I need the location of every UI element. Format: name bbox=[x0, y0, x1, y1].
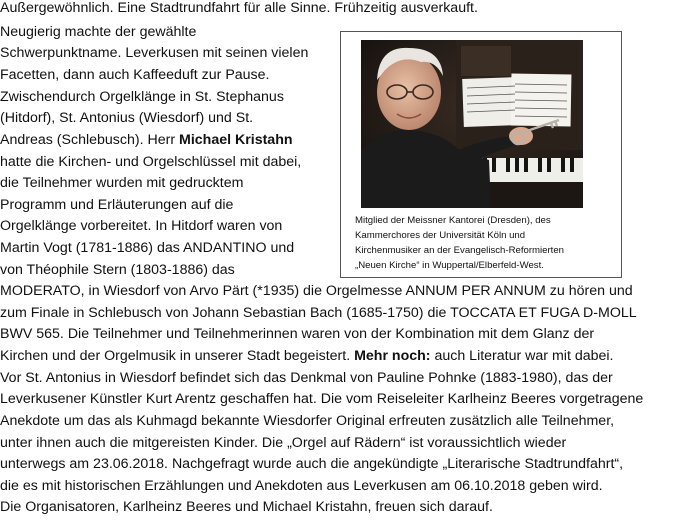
article-line: Neugierig machte der gewählte bbox=[0, 24, 197, 40]
caption-line: „Neuen Kirche“ in Wuppertal/Elberfeld-West. bbox=[355, 260, 544, 271]
article-line: BWV 565. Die Teilnehmer und Teilnehmerinnen waren von der Kombination mit dem Glanz der bbox=[0, 326, 595, 342]
article-line: Leverkusener Künstler Kurt Arentz geschaffen hat. Die vom Reiseleiter Karlheinz Beeres vorgetragene bbox=[0, 391, 644, 407]
article-line: Die Organisatoren, Karlheinz Beeres und Michael Kristahn, freuen sich darauf. bbox=[0, 499, 493, 515]
article-line: Außergewöhnlich. Eine Stadtrundfahrt für alle Sinne. Frühzeitig ausverkauft. bbox=[0, 0, 478, 16]
article-line: Anekdote um das als Kuhmagd bekannte Wiesdorfer Original erfreuten zusätzlich alle Teilnehmer, bbox=[0, 413, 615, 429]
organist-photo bbox=[361, 40, 583, 208]
photo-figure bbox=[340, 31, 622, 278]
article-line: Orgelklänge vorbereitet. In Hitdorf waren von bbox=[0, 218, 283, 234]
article-line: MODERATO, in Wiesdorf von Arvo Pärt (*1935) die Orgelmesse ANNUM PER ANNUM zu hören und bbox=[0, 283, 633, 299]
caption-line: Mitglied der Meissner Kantorei (Dresden), des bbox=[355, 215, 551, 226]
caption-line: Kammerchores der Universität Köln und bbox=[355, 230, 526, 241]
article-line: Andreas (Schlebusch). Herr Michael Kristahn bbox=[0, 132, 293, 148]
article-line: Zwischendurch Orgelklänge in St. Stephanus bbox=[0, 89, 284, 105]
article-line: die Teilnehmer wurden mit gedrucktem bbox=[0, 175, 244, 191]
article-line: Schwerpunktname. Leverkusen mit seinen vielen bbox=[0, 45, 309, 61]
article-line: Vor St. Antonius in Wiesdorf befindet sich das Denkmal von Pauline Pohnke (1883-1980), das der bbox=[0, 370, 613, 386]
photo-caption bbox=[355, 213, 617, 273]
caption-line: Kirchenmusiker an der Evangelisch-Reformierten bbox=[355, 245, 565, 256]
article-line: zum Finale in Schlebusch von Johann Sebastian Bach (1685-1750) die TOCCATA ET FUGA D-MOLL bbox=[0, 305, 637, 321]
article-line: unter ihnen auch die mitgereisten Kinder. Die „Orgel auf Rädern“ ist voraussichtlich wieder bbox=[0, 435, 567, 451]
article-line: unterwegs am 23.06.2018. Nachgefragt wurde auch die angekündigte „Literarische Stadtrundfahrt“, bbox=[0, 456, 624, 472]
emphasis-text: Mehr noch: bbox=[354, 348, 431, 364]
article-line: Facetten, dann auch Kaffeeduft zur Pause. bbox=[0, 67, 270, 83]
author-name: Michael Kristahn bbox=[179, 132, 293, 148]
article-line: Programm und Erläuterungen auf die bbox=[0, 197, 234, 213]
article-line: hatte die Kirchen- und Orgelschlüssel mit dabei, bbox=[0, 154, 302, 170]
article-line: Kirchen und der Orgelmusik in unserer Stadt begeistert. Mehr noch: auch Literatur war mit dabei. bbox=[0, 348, 614, 364]
article-line: Martin Vogt (1781-1886) das ANDANTINO und bbox=[0, 240, 295, 256]
article-line: (Hitdorf), St. Antonius (Wiesdorf) und St. bbox=[0, 110, 254, 126]
article-line: von Théophile Stern (1803-1886) das bbox=[0, 262, 235, 278]
organist-illustration bbox=[361, 40, 583, 208]
article-line: die es mit historischen Erzählungen und Anekdoten aus Leverkusen am 06.10.2018 geben wird. bbox=[0, 478, 603, 494]
